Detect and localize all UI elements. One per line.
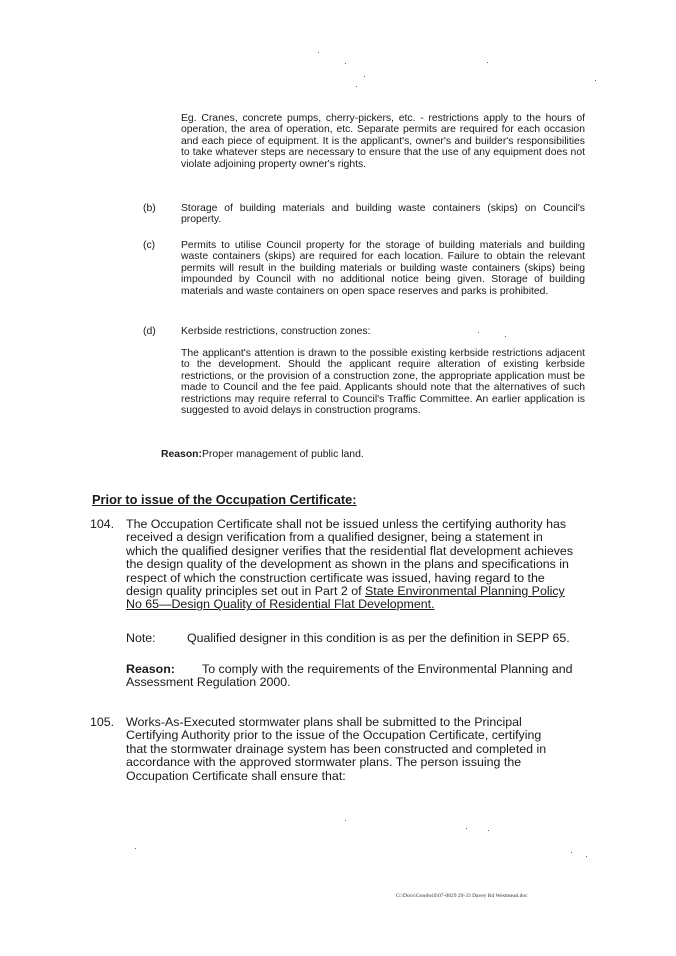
equipment-paragraph: Eg. Cranes, concrete pumps, cherry-pickers, etc. - restrictions apply to the hours of operation, the area of operation, etc. Separate permits are required for each occasion and each piece of equipment. It is the applicant's, owner's and builder's responsibilities to take whatever steps are necessary to ensure that the use of any equipment does not violate adjoining property owner's rights. [181,113,585,170]
scan-speck [487,62,488,63]
public-land-reason [161,449,581,460]
item-label-b: (b) [143,203,156,214]
scan-speck [345,820,346,821]
scan-speck [478,332,479,333]
scan-speck [356,86,357,87]
scan-speck [318,52,319,53]
condition-number-105: 105. [90,715,115,729]
condition-104-reason-label: Reason: [126,662,175,676]
scan-speck [135,848,136,849]
scan-speck [488,830,489,831]
scan-speck [586,856,587,857]
reason-label: Reason: [161,449,202,460]
item-text-d: Kerbside restrictions, construction zones: [181,326,371,337]
scan-speck [345,63,346,64]
note-label: Note: [126,631,156,645]
condition-number-104: 104. [90,517,115,531]
condition-105-text: Works-As-Executed stormwater plans shall be submitted to the Principal Certifying Authority prior to the issue of the Occupation Certificate, certifying that the stormwater drainage system has been constructed and completed in accordance with the approved stormwater plans. The person issuing the Occupation Certificate shall ensure that: [126,715,547,783]
section-heading: Prior to issue of the Occupation Certificate: [92,492,357,507]
item-label-c: (c) [143,240,156,251]
item-text-c: Permits to utilise Council property for the storage of building materials and building waste containers (skips) are required for each location. Failure to obtain the relevant permits will result in the building materials or building waste containers (skips) being impounded by Council with no additional notice being given. Storage of building materials and waste containers on open space reserves and parks is prohibited. [181,240,585,297]
kerbside-paragraph: The applicant's attention is drawn to the possible existing kerbside restrictions adjacent to the development. Should the applicant require alteration of existing kerbside restrictions, or the provision of a construction zone, the appropriate application must be made to Council and the fee paid. Applicants should note that the alternatives of such restrictions may require referral to Council's Traffic Committee. An earlier application is suggested to avoid delays in construction programs. [181,348,585,417]
scan-speck [364,76,365,77]
reason-text: Proper management of public land. [202,449,364,460]
item-label-d: (d) [143,326,156,337]
sepp65-reference: State Environmental Planning Policy No 65—Design Quality of Residential Flat Development. [126,584,565,612]
item-text-b: Storage of building materials and building waste containers (skips) on Council's property. [181,203,585,226]
scan-speck [505,336,506,337]
scan-speck [571,852,572,853]
condition-104-reason-text: To comply with the requirements of the Environmental Planning and Assessment Regulation 2000. [126,662,573,690]
scan-speck [595,80,596,81]
note-text: Qualified designer in this condition is as per the definition in SEPP 65. [187,631,570,645]
condition-104-text [126,518,574,612]
scan-speck [466,828,467,829]
file-path-footer: G:\Docs\Goodwill\07-0829 29-33 Davey Rd Westmead.doc [396,893,528,899]
condition-104-body: The Occupation Certificate shall not be issued unless the certifying authority has received a design verification from a qualified designer, being a statement in which the qualified designer verifies that the residential flat development achieves the design quality of the development as shown in the plans and specifications in respect of which the construction certificate was issued, having regard to the design quality principles set out in Part 2 of [126,517,574,599]
